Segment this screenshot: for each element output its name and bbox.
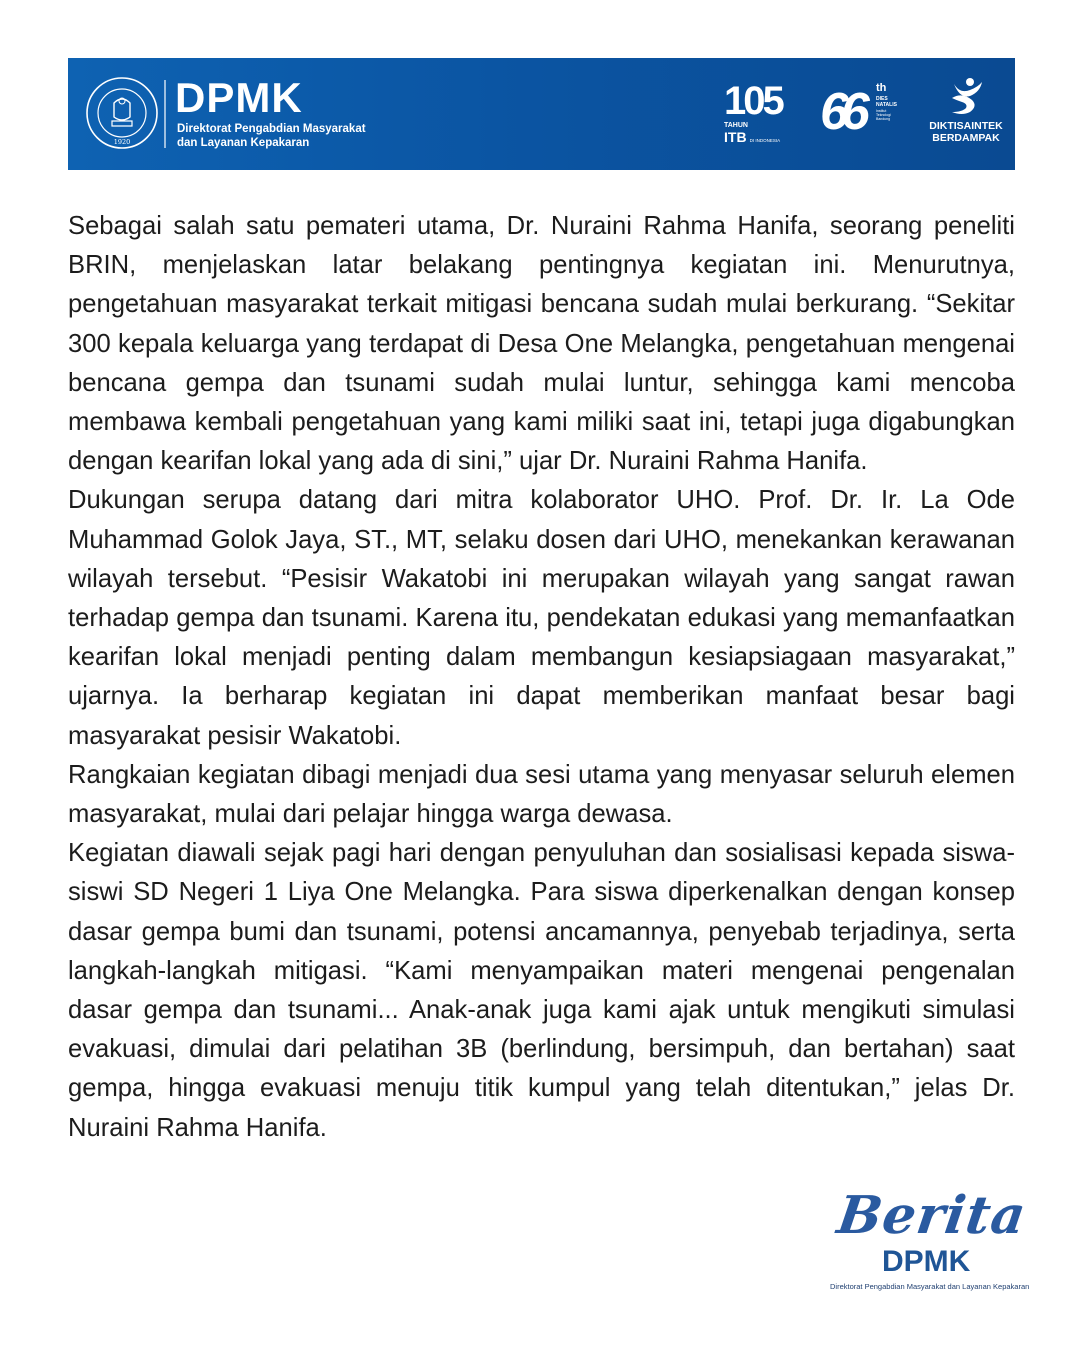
logo-66-line3: Institut <box>876 109 887 113</box>
logo-66-line5: Bandung <box>876 117 891 121</box>
brand-subtitle-line2: dan Layanan Kepakaran <box>177 137 310 149</box>
logo-dikti-line2: BERDAMPAK <box>932 132 1000 144</box>
brand-title: DPMK <box>175 74 303 121</box>
badge-subtitle: Direktorat Pengabdian Masyarakat dan Layanan Kepakaran <box>830 1282 1030 1291</box>
logo-dikti-line1: DIKTISAINTEK <box>929 120 1003 132</box>
article-body <box>68 207 1015 1148</box>
article-paragraph: Sebagai salah satu pemateri utama, Dr. Nuraini Rahma Hanifa, seorang peneliti BRIN, menjelaskan latar belakang pentingnya kegiatan ini. Menurutnya, pengetahuan masyarakat terkait mitigasi bencana sudah mulai berkurang. “Sekitar 300 kepala keluarga yang terdapat di Desa One Melangka, pengetahuan mengenai bencana gempa dan tsunami sudah mulai luntur, sehingga kami mencoba membawa kembali pengetahuan yang kami miliki saat ini, tetapi juga digabungkan dengan kearifan lokal yang ada di sini,” ujar Dr. Nuraini Rahma Hanifa. <box>68 212 1015 476</box>
logo-105-label-main: ITB <box>724 129 747 145</box>
logo-66-number: 66 <box>820 83 862 141</box>
66th-dies-natalis-logo-icon <box>818 80 908 146</box>
diktisaintek-berdampak-logo-icon <box>920 76 1012 152</box>
brand-subtitle <box>177 122 366 150</box>
105-tahun-itb-logo-icon <box>724 79 794 146</box>
header-banner <box>68 58 1015 170</box>
logo-66-line1: DIES <box>876 96 888 102</box>
article-paragraph: Rangkaian kegiatan dibagi menjadi dua sesi utama yang menyasar seluruh elemen masyarakat, mulai dari pelajar hingga warga dewasa. <box>68 760 1015 829</box>
logo-66-line2: NATALIS <box>876 102 897 108</box>
article-paragraph: Kegiatan diawali sejak pagi hari dengan penyuluhan dan sosialisasi kepada siswa-siswi SD Negeri 1 Liya One Melangka. Para siswa diperkenalkan dengan konsep dasar gempa bumi dan tsunami, potensi ancamannya, penyebab terjadinya, serta langkah-langkah mitigasi. “Kami menyampaikan materi mengenai pengenalan dasar gempa dan tsunami... Anak-anak juga kami ajak untuk mengikuti simulasi evakuasi, dimulai dari pelatihan 3B (berlindung, bersimpuh, dan bertahan) saat gempa, hingga evakuasi menuju titik kumpul yang telah ditentukan,” jelas Dr. Nuraini Rahma Hanifa. <box>68 839 1015 1142</box>
badge-brand: DPMK <box>882 1245 971 1278</box>
logo-66-line4: Teknologi <box>876 113 891 117</box>
logo-105-label-small: DI INDONESIA <box>749 138 781 143</box>
logo-105-number: 105 <box>724 79 782 123</box>
diktisaintek-figure-icon <box>946 76 986 116</box>
seal-year: 1920 <box>113 138 131 146</box>
header-divider <box>164 80 166 148</box>
berita-dpmk-badge <box>830 1185 1031 1300</box>
itb-seal-icon <box>84 75 160 151</box>
brand-subtitle-line1: Direktorat Pengabdian Masyarakat <box>177 123 366 135</box>
article-paragraph: Dukungan serupa datang dari mitra kolaborator UHO. Prof. Dr. Ir. La Ode Muhammad Golok Jaya, ST., MT, selaku dosen dari UHO, menekankan kerawanan wilayah tersebut. “Pesisir Wakatobi ini merupakan wilayah yang sangat rawan terhadap gempa dan tsunami. Karena itu, pendekatan edukasi yang memanfaatkan kearifan lokal menjadi penting dalam membangun kesiapsiagaan masyarakat,” ujarnya. Ia berharap kegiatan ini dapat memberikan manfaat besar bagi masyarakat pesisir Wakatobi. <box>68 486 1015 750</box>
logo-105-label-top: TAHUN <box>724 122 748 129</box>
logo-66-suffix: th <box>876 82 887 94</box>
berita-script-title: Berita <box>833 1185 1031 1246</box>
